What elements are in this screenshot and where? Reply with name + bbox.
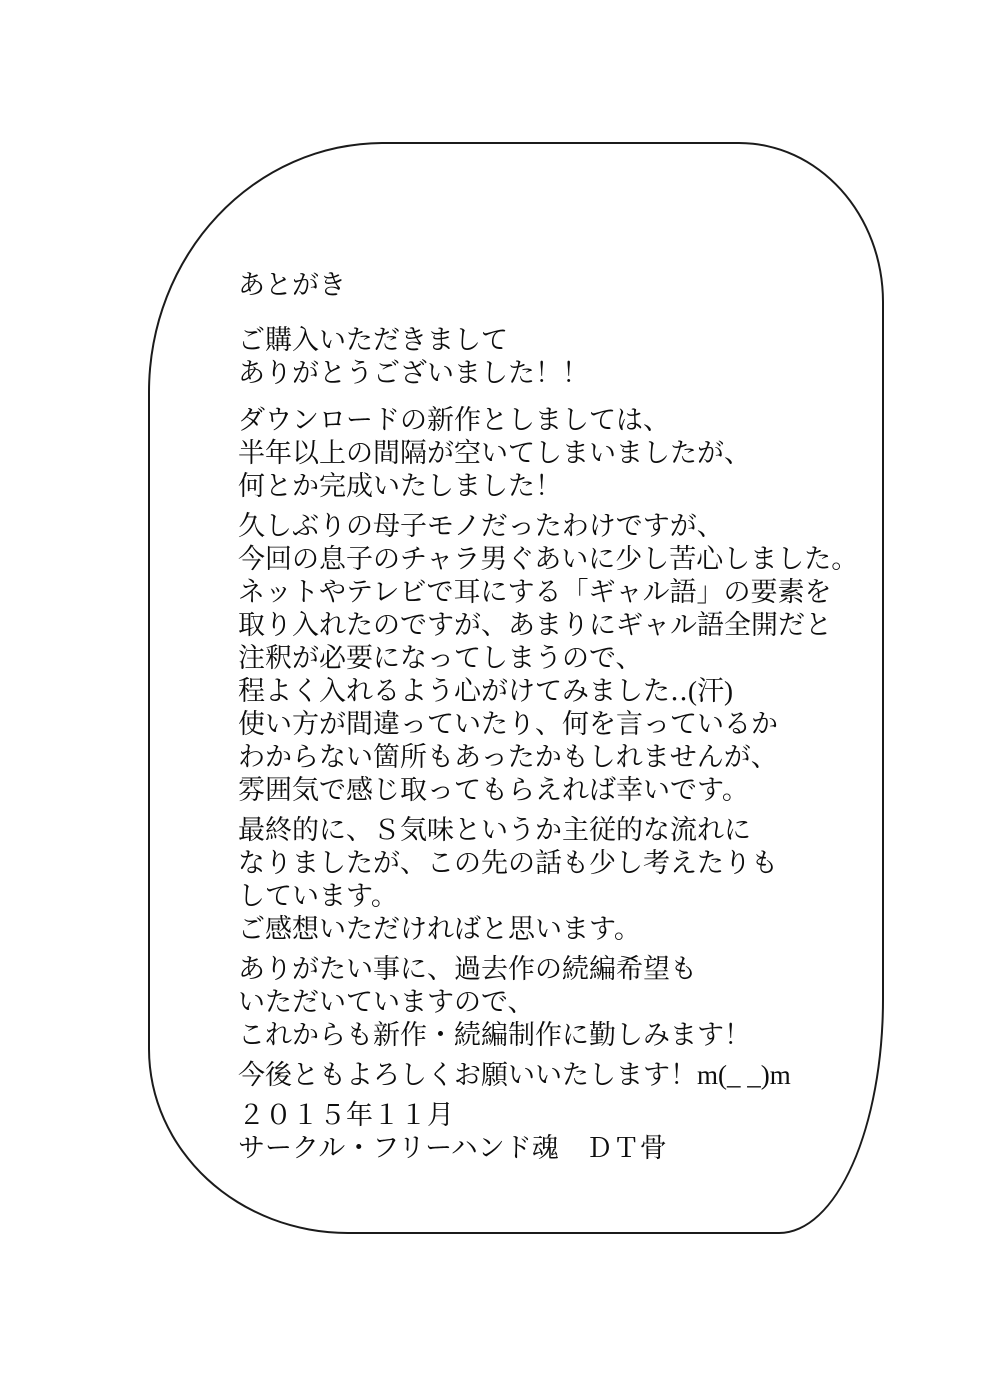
date-line: ２０１５年１１月 [238, 1100, 454, 1130]
text-line: 取り入れたのですが、あまりにギャル語全開だと [238, 610, 832, 640]
circle-credit-line: サークル・フリーハンド魂 ＤＴ骨 [238, 1133, 667, 1163]
rounded-border-frame [148, 142, 884, 1234]
text-line: ありがとうございました！！ [238, 358, 589, 388]
text-line: 久しぶりの母子モノだったわけですが、 [238, 511, 724, 541]
release-paragraph [238, 404, 838, 503]
text-line: 注釈が必要になってしまうので、 [238, 643, 643, 673]
text-line: これからも新作・続編制作に勤しみます！ [238, 1020, 751, 1050]
text-line: 今後ともよろしくお願いいたします！m(_ _)m [238, 1060, 791, 1090]
ending-notes-paragraph [238, 814, 838, 946]
thanks-paragraph [238, 324, 838, 390]
story-notes-paragraph [238, 510, 859, 807]
sequel-paragraph [238, 953, 838, 1052]
text-line: なりましたが、この先の話も少し考えたりも [238, 848, 778, 878]
page-title-paragraph [238, 269, 838, 302]
text-line: ダウンロードの新作としましては、 [238, 405, 670, 435]
text-line: しています。 [238, 881, 398, 911]
footer-block [238, 1099, 838, 1165]
text-line: 使い方が間違っていたり、何を言っているか [238, 709, 778, 739]
text-line: 程よく入れるよう心がけてみました‥(汗) [238, 676, 733, 706]
text-line: 半年以上の間隔が空いてしまいましたが、 [238, 438, 751, 468]
text-line: 雰囲気で感じ取ってもらえれば幸いです。 [238, 775, 749, 805]
text-line: ご感想いただければと思います。 [238, 914, 641, 944]
text-line: 最終的に、Ｓ気味というか主従的な流れに [238, 815, 751, 845]
text-line: ありがたい事に、過去作の続編希望も [238, 954, 697, 984]
text-line: 今回の息子のチャラ男ぐあいに少し苦心しました。 [238, 544, 859, 574]
text-line: ご購入いただきまして [238, 325, 508, 355]
closing-paragraph [238, 1059, 838, 1092]
afterword-text-block [238, 269, 859, 1172]
text-line: わからない箇所もあったかもしれませんが、 [238, 742, 778, 772]
text-line: いただいていますので、 [238, 987, 535, 1017]
page-title: あとがき [238, 270, 346, 300]
text-line: ネットやテレビで耳にする「ギャル語」の要素を [238, 577, 832, 607]
text-line: 何とか完成いたしました！ [238, 471, 562, 501]
